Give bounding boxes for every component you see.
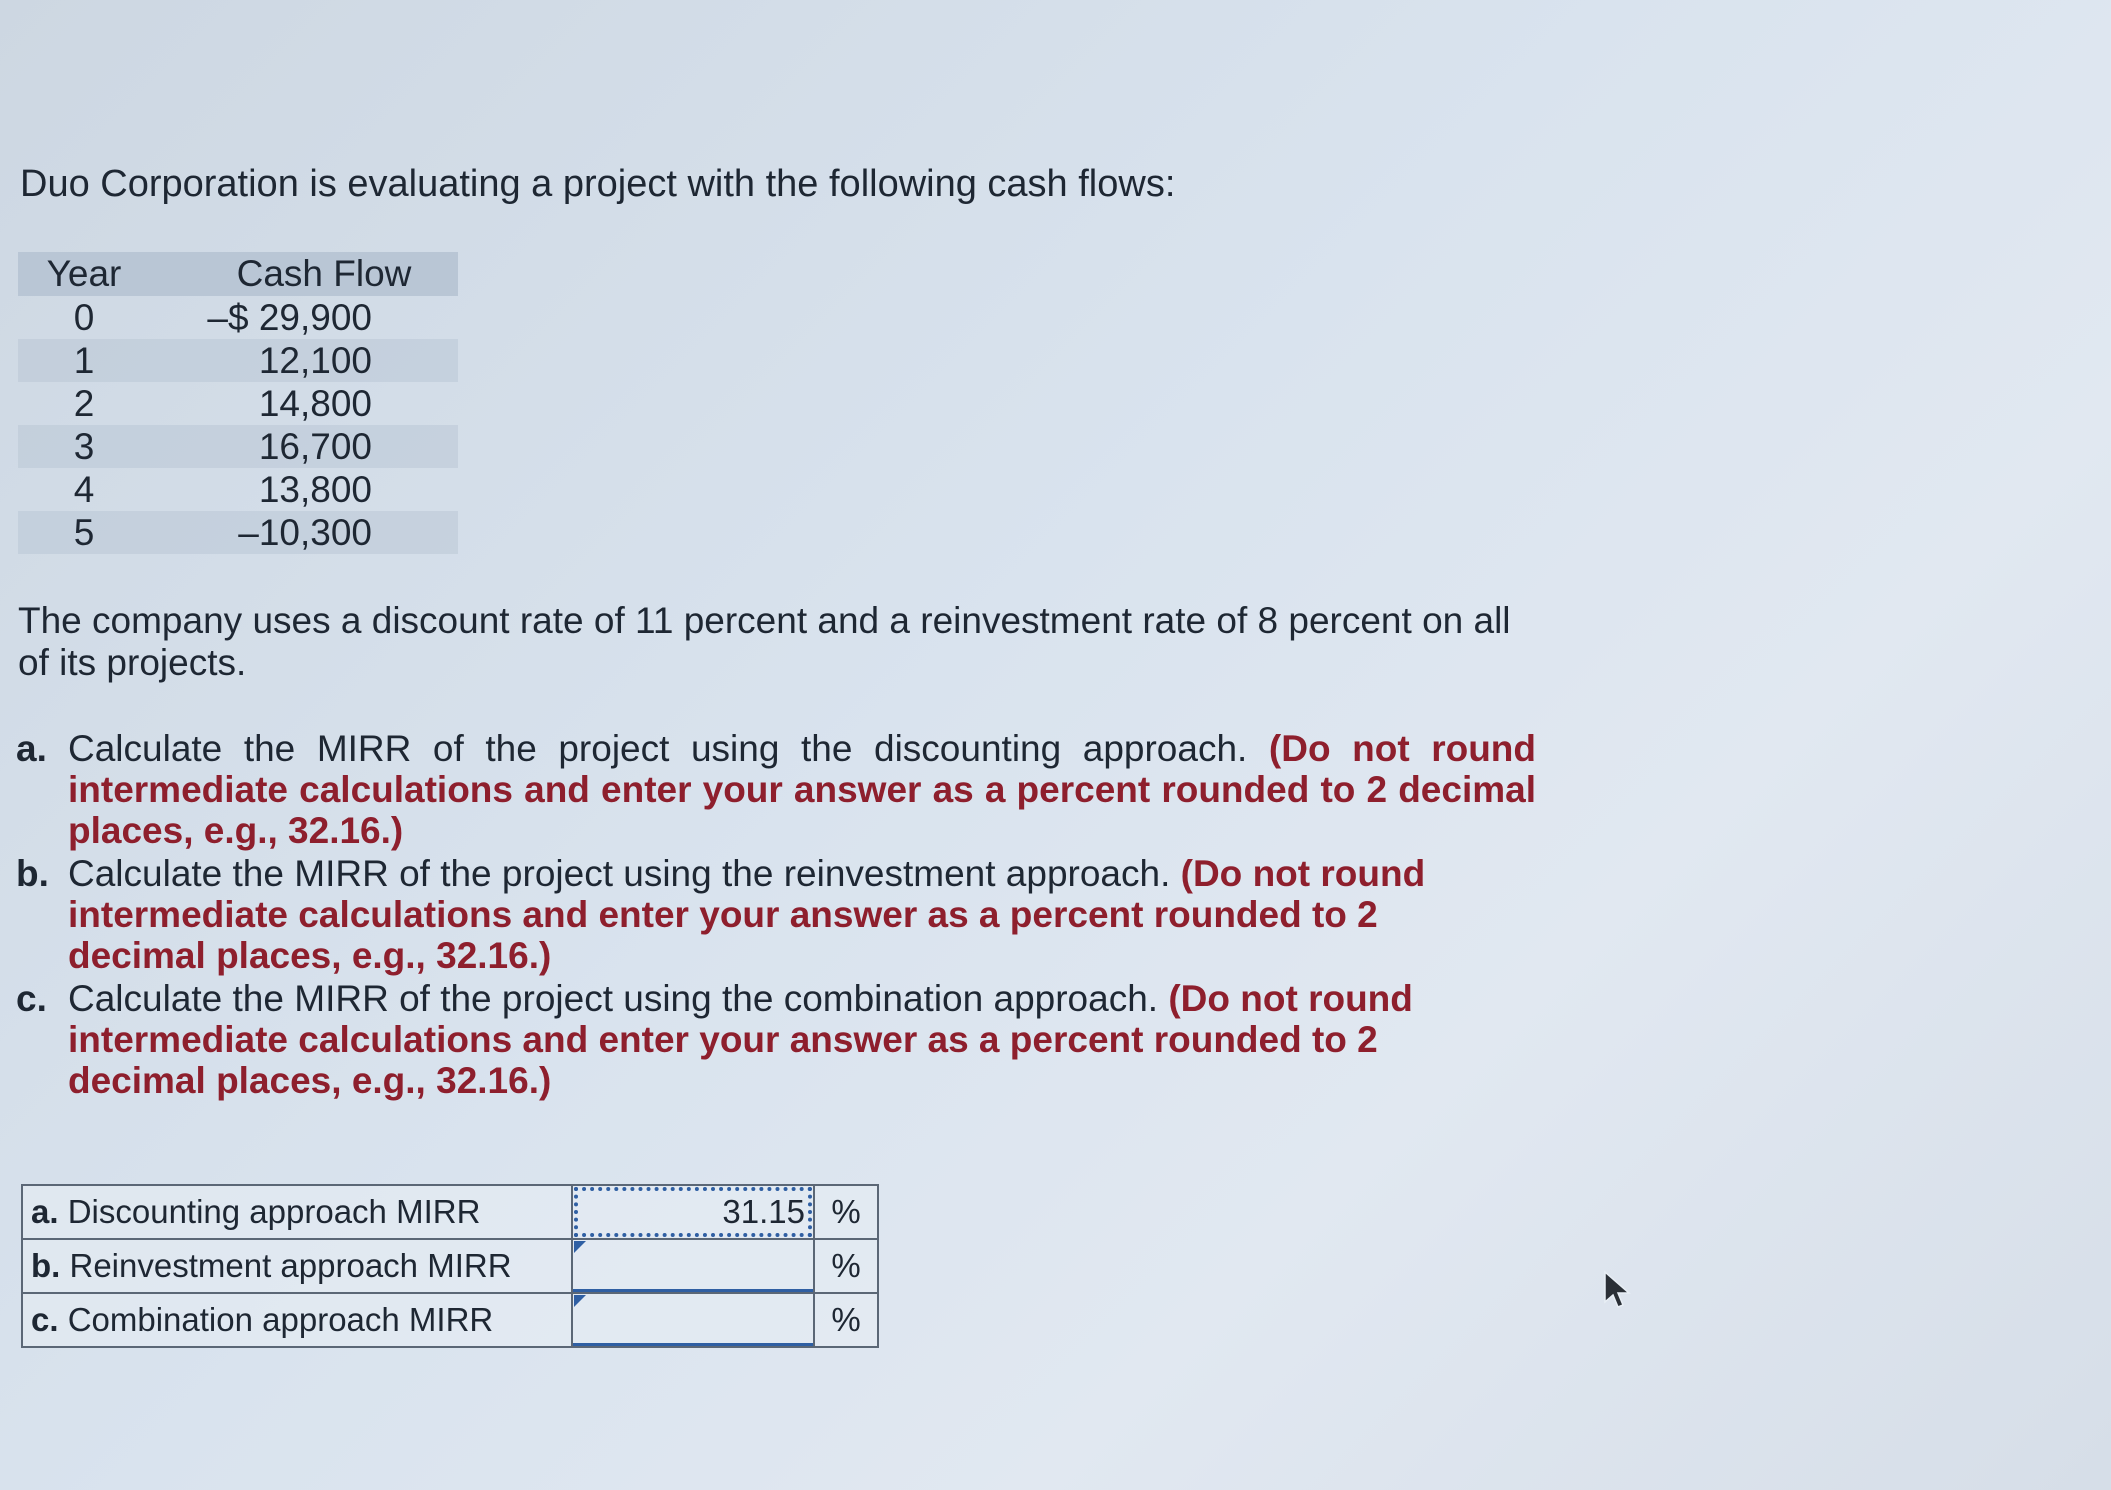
answer-letter: b. [31, 1247, 61, 1284]
cell-marker-icon [574, 1295, 586, 1307]
reinvestment-mirr-input[interactable] [573, 1240, 813, 1292]
percent-unit: % [814, 1293, 878, 1347]
question-text: Calculate the MIRR of the project using the discounting approach. [68, 728, 1248, 769]
year-cell: 2 [73, 382, 95, 424]
year-cell: 5 [18, 511, 150, 554]
cash-flow-cell: 14,800 [258, 382, 372, 424]
question-instruction: (Do not round intermediate calculations and enter your answer as a percent rounded to 2 decimal places, e.g., 32.16.) [68, 853, 1426, 976]
year-cell: 4 [73, 468, 95, 510]
question-instruction: (Do not round intermediate calculations and enter your answer as a percent rounded to 2 decimal places, e.g., 32.16.) [68, 978, 1413, 1101]
year-cell: 0 [73, 296, 95, 338]
question-body [68, 853, 1488, 976]
intro-text: Duo Corporation is evaluating a project with the following cash flows: [20, 163, 1176, 205]
cash-flow-cell: 16,700 [150, 425, 458, 468]
question-instruction: (Do not round intermediate calculations and enter your answer as a percent rounded to 2 decimal places, e.g., 32.16.) [68, 728, 1537, 851]
cash-flow-cell: 12,100 [150, 339, 458, 382]
cell-marker-icon [574, 1241, 586, 1253]
answer-c-cell[interactable] [572, 1293, 814, 1347]
answer-label-cell [22, 1239, 572, 1293]
question-list [16, 728, 1536, 1103]
question-body [68, 728, 1536, 851]
answer-label-cell [22, 1293, 572, 1347]
question-letter: b. [16, 853, 49, 894]
question-body [68, 978, 1468, 1101]
answer-row-b [22, 1239, 878, 1293]
mouse-pointer-icon [1603, 1270, 1633, 1310]
percent-unit: % [814, 1239, 878, 1293]
answer-table [21, 1184, 879, 1348]
cash-flow-table [18, 252, 458, 554]
answer-label: Combination approach MIRR [67, 1301, 494, 1338]
table-header-row [18, 252, 458, 296]
cash-flow-cell: –10,300 [150, 511, 458, 554]
answer-b-cell[interactable] [572, 1239, 814, 1293]
year-cell: 3 [18, 425, 150, 468]
cash-flow-header: Cash Flow [150, 252, 458, 296]
table-row [18, 296, 458, 339]
answer-label-cell [22, 1185, 572, 1239]
table-row [18, 425, 458, 468]
question-text: Calculate the MIRR of the project using the reinvestment approach. [68, 853, 1171, 894]
question-letter: a. [16, 728, 47, 769]
table-row [18, 339, 458, 382]
year-header: Year [18, 252, 150, 296]
answer-label: Discounting approach MIRR [67, 1193, 481, 1230]
question-letter: c. [16, 978, 47, 1019]
question-c [16, 978, 1536, 1101]
table-row [18, 511, 458, 554]
question-b [16, 853, 1536, 976]
table-row [18, 382, 458, 425]
discounting-mirr-input[interactable] [573, 1186, 813, 1238]
answer-row-c [22, 1293, 878, 1347]
answer-label: Reinvestment approach MIRR [69, 1247, 512, 1284]
combination-mirr-input[interactable] [573, 1294, 813, 1346]
year-cell: 1 [18, 339, 150, 382]
cash-flow-cell: 13,800 [258, 468, 372, 510]
answer-a-cell[interactable] [572, 1185, 814, 1239]
question-a [16, 728, 1536, 851]
percent-unit: % [814, 1185, 878, 1239]
rates-text: The company uses a discount rate of 11 percent and a reinvestment rate of 8 percent on all of its projects. [18, 600, 1511, 683]
table-row [18, 468, 458, 511]
question-text: Calculate the MIRR of the project using the combination approach. [68, 978, 1159, 1019]
answer-letter: c. [31, 1301, 59, 1338]
cash-flow-cell: –$ 29,900 [207, 296, 372, 338]
answer-row-a [22, 1185, 878, 1239]
answer-letter: a. [31, 1193, 59, 1230]
